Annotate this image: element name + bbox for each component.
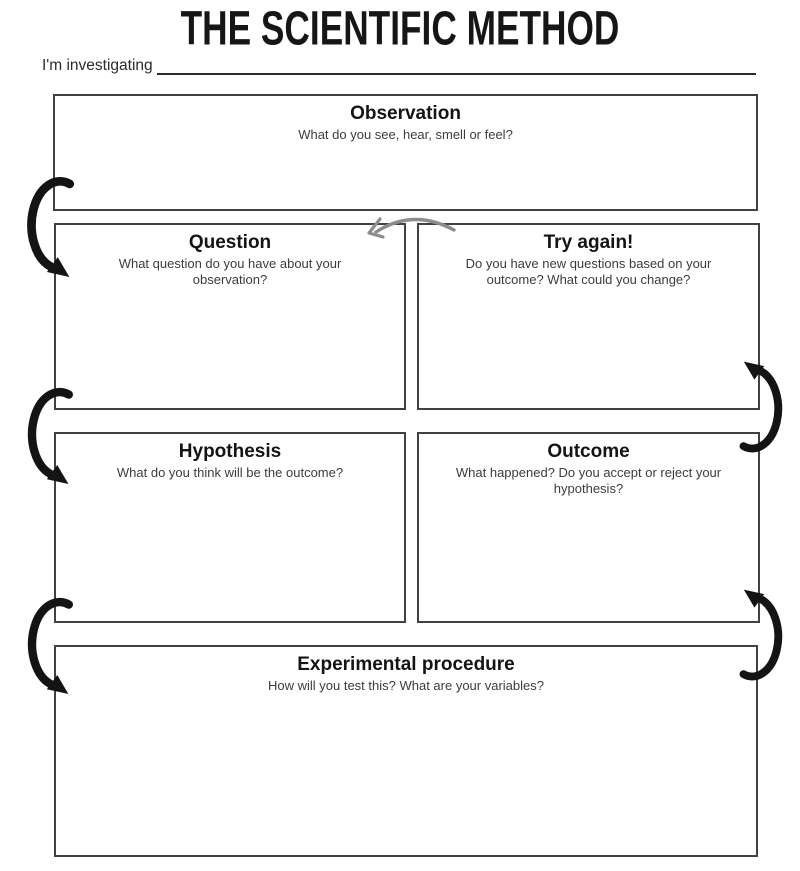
outcome-heading: Outcome: [547, 441, 630, 462]
outcome-write-area[interactable]: [419, 496, 758, 621]
hypothesis-subtitle: What do you think will be the outcome?: [116, 464, 344, 480]
experimental-procedure-subtitle: How will you test this? What are your variables?: [267, 677, 544, 693]
experimental-procedure-box: [54, 645, 758, 857]
curved-arrow-try-again-to-question-icon: [366, 212, 458, 244]
try-again-subtitle: Do you have new questions based on your outcome? What could you change?: [465, 255, 712, 287]
hypothesis-heading: Hypothesis: [178, 441, 282, 462]
try-again-box: [417, 223, 760, 410]
investigating-row: [42, 56, 756, 75]
observation-subtitle: What do you see, hear, smell or feel?: [298, 126, 513, 142]
outcome-subtitle: What happened? Do you accept or reject your hypothesis?: [455, 464, 722, 496]
hypothesis-write-area[interactable]: [56, 481, 404, 621]
curved-arrow-hypothesis-to-procedure-icon: [12, 594, 78, 698]
outcome-box: [417, 432, 760, 623]
try-again-heading: Try again!: [543, 232, 634, 253]
observation-box: [53, 94, 758, 211]
question-heading: Question: [188, 232, 272, 253]
curved-arrow-question-to-hypothesis-icon: [12, 384, 78, 488]
curved-arrow-procedure-to-outcome-icon: [736, 584, 796, 686]
question-write-area[interactable]: [56, 287, 404, 408]
curved-arrow-outcome-to-try-again-icon: [736, 356, 796, 458]
observation-write-area[interactable]: [55, 143, 756, 209]
experimental-procedure-heading: Experimental procedure: [297, 654, 515, 675]
observation-heading: Observation: [350, 103, 461, 124]
curved-arrow-observation-to-question-icon: [12, 172, 78, 282]
page-title: THE SCIENTIFIC METHOD: [180, 2, 620, 56]
question-box: [54, 223, 406, 410]
question-subtitle: What question do you have about your observation?: [118, 255, 342, 287]
investigating-label: I'm investigating: [42, 57, 153, 74]
experimental-procedure-write-area[interactable]: [56, 694, 756, 855]
investigating-fill-line[interactable]: [157, 56, 756, 75]
hypothesis-box: [54, 432, 406, 623]
try-again-write-area[interactable]: [419, 287, 758, 408]
